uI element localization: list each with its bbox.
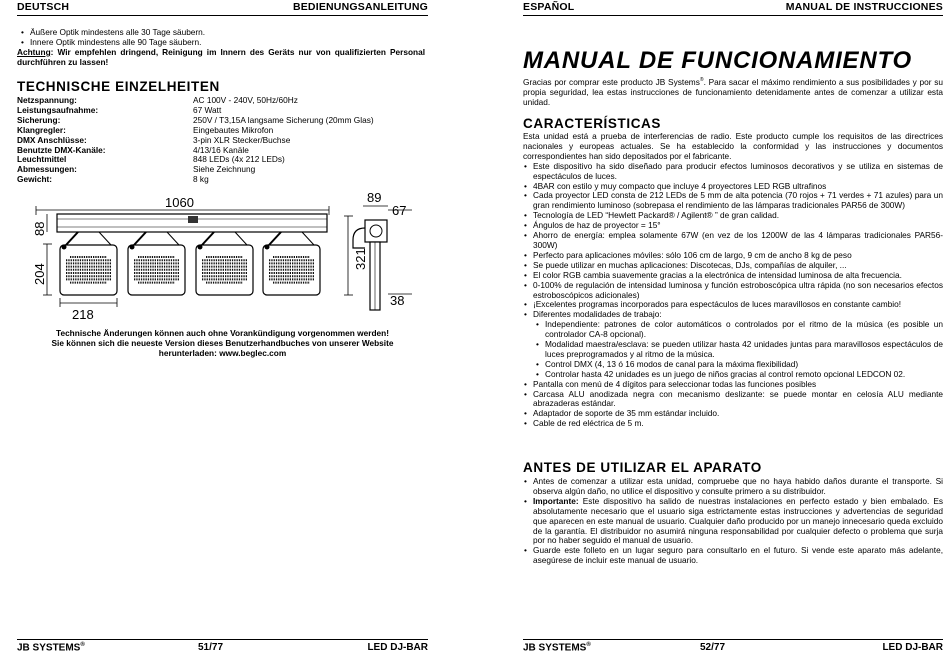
- list-item: • El color RGB cambia suavemente gracias a la electrónica de intensidad luminosa de alta frecuencia.: [523, 271, 943, 281]
- spec-key: Leistungsaufnahme:: [17, 104, 99, 115]
- page-right: [523, 0, 943, 654]
- page-left: [17, 0, 428, 654]
- list-item: • Adaptador de soporte de 35 mm estándar incluido.: [523, 409, 943, 419]
- notice-line: herunterladen: www.beglec.com: [158, 347, 287, 358]
- dim-total-height: 321: [353, 248, 368, 270]
- list-item: • Innere Optik mindestens alle 90 Tage säubern.: [20, 38, 425, 48]
- warning-note: [17, 48, 425, 68]
- dim-lamp-width: 218: [72, 307, 94, 322]
- footer-product: LED DJ-BAR: [367, 642, 428, 653]
- spec-value: 848 LEDs (4x 212 LEDs): [193, 154, 285, 165]
- list-item: • Perfecto para aplicaciones móviles: sólo 106 cm de largo, 9 cm de ancho 8 kg de peso: [523, 251, 943, 261]
- dim-lamp-height: 204: [32, 263, 47, 285]
- dim-side-bar: 67: [392, 203, 407, 218]
- warning-text: : Wir empfehlen dringend, Reinigung im Innern des Geräts nur von qualifizierten Personal durchführen zu lassen!: [17, 46, 425, 67]
- page-header: [17, 0, 428, 16]
- spec-key: Klangregler:: [17, 124, 66, 135]
- cleaning-list: [17, 27, 425, 68]
- list-item: • Ahorro de energía: emplea solamente 67W (en vez de los 1200W de las 4 lámparas tradicionales PAR56-300W): [523, 231, 943, 251]
- spec-key: Leuchtmittel: [17, 154, 67, 165]
- list-item: • Cada proyector LED consta de 212 LEDs de 5 mm de alta potencia (70 rojos + 71 verdes + 71 azules) para un gran rendimiento luminoso (sobrepasa el rendimiento de las lámparas tradicionales PAR56 de 300W): [523, 191, 943, 211]
- list-item: • Controlar hasta 42 unidades es un juego de niños gracias al control remoto opcional LEDCON 02.: [523, 370, 943, 380]
- spec-key: Abmessungen:: [17, 164, 77, 175]
- section-title-features: CARACTERÍSTICAS: [523, 116, 662, 131]
- section-title-before-use: ANTES DE UTILIZAR EL APARATO: [523, 460, 762, 475]
- spec-key: Benutzte DMX-Kanäle:: [17, 144, 106, 155]
- list-item: • Independiente: patrones de color automáticos o controlados por el ritmo de la música (es posible un controlador CA-8 opcional).: [523, 320, 943, 340]
- list-item: • Este dispositivo ha sido diseñado para producir efectos luminosos decorativos y se utiliza en sistemas de espectáculos de luces.: [523, 162, 943, 182]
- list-item: • Äußere Optik mindestens alle 30 Tage säubern.: [20, 28, 425, 38]
- section-title-tech: TECHNISCHE EINZELHEITEN: [17, 79, 220, 94]
- spec-value: 4/13/16 Kanäle: [193, 144, 249, 155]
- warning-label: Achtung: [17, 46, 51, 57]
- before-use-list: [523, 477, 943, 566]
- features-intro: Esta unidad está a prueba de interferencias de radio. Este producto cumple los requisitos de las directrices nacionales y europeas actuales. Se ha establecido la conformidad y las instrucciones y documentos correspondientes han sido depositados por el fabricante.: [523, 131, 943, 161]
- header-language: ESPAÑOL: [523, 1, 575, 13]
- list-item: • Cable de red eléctrica de 5 m.: [523, 419, 943, 429]
- spec-key: Netzspannung:: [17, 95, 77, 105]
- list-item: • Control DMX (4, 13 ó 16 modos de canal para la máxima flexibilidad): [523, 360, 943, 370]
- spec-key: Sicherung:: [17, 114, 61, 125]
- notice-line: Technische Änderungen können auch ohne Vorankündigung vorgenommen werden!: [56, 328, 389, 338]
- list-item: • 4BAR con estilo y muy compacto que incluye 4 proyectores LED RGB ultrafinos: [523, 182, 943, 192]
- list-item: • Carcasa ALU anodizada negra con mecanismo deslizante: se puede montar en celosía ALU mediante abrazaderas estándar.: [523, 390, 943, 410]
- dimension-drawing: [17, 188, 428, 323]
- spec-value: 8 kg: [193, 174, 209, 185]
- notice-line: Sie können sich die neueste Version dieses Benutzerhandbuches von unserer Website: [51, 337, 394, 348]
- intro-paragraph: Gracias por comprar este producto JB Systems®. Para sacar el máximo rendimiento a sus posibilidades y por su propia seguridad, lea estas instrucciones de funcionamiento detenidamente antes de comenzar a utilizar esta unidad.: [523, 76, 943, 107]
- footer-page-number: 52/77: [700, 642, 726, 653]
- spec-row: [17, 175, 374, 185]
- list-item: • Se puede utilizar en muchas aplicaciones: Discotecas, DJs, compañías de alquiler, ...: [523, 261, 943, 271]
- spec-value: 67 Watt: [193, 104, 222, 115]
- list-item: • Modalidad maestra/esclava: se pueden utilizar hasta 42 unidades juntas para maravillosos espectáculos de luces preprogramados y al ritmo de la música.: [523, 340, 943, 360]
- spec-value: 3-pin XLR Stecker/Buchse: [193, 134, 291, 145]
- header-title: MANUAL DE INSTRUCCIONES: [785, 1, 943, 13]
- features-block: [523, 132, 943, 429]
- spec-key: DMX Anschlüsse:: [17, 134, 87, 145]
- page-footer: [17, 639, 428, 654]
- list-item: • Pantalla con menú de 4 dígitos para seleccionar todas las funciones posibles: [523, 380, 943, 390]
- notice-block: [17, 329, 428, 359]
- spec-key: Gewicht:: [17, 174, 53, 185]
- spec-table: [17, 96, 374, 185]
- list-item: • ¡Excelentes programas incorporados para espectáculos de luces maravillosos en constante cambio!: [523, 300, 943, 310]
- header-title: BEDIENUNGSANLEITUNG: [292, 1, 428, 13]
- spec-value: Eingebautes Mikrofon: [193, 124, 274, 135]
- dim-width: 1060: [165, 195, 194, 210]
- spec-value: AC 100V - 240V, 50Hz/60Hz: [193, 95, 298, 105]
- list-item: • Importante: Este dispositivo ha salido de nuestras instalaciones en perfecto estado y bien embalado. Es absolutamente necesario que el usuario siga estrictamente estas instrucciones y advertencias de seguridad que aparecen en este manual de usuario. Cualquier daño producido por un manejo innecesario queda excluido de la garantía. El distribuidor no asumirá ninguna responsabilidad por cualquier defecto o problema que surja por no haber seguido el manual de usuario.: [523, 497, 943, 547]
- footer-page-number: 51/77: [198, 642, 224, 653]
- spec-value: Siehe Zeichnung: [193, 164, 256, 175]
- dim-side-top: 89: [367, 190, 382, 205]
- footer-brand: JB SYSTEMS®: [17, 642, 85, 654]
- footer-brand: JB SYSTEMS®: [523, 642, 591, 654]
- manual-title: MANUAL DE FUNCIONAMIENTO: [523, 47, 912, 74]
- list-item: • 0-100% de regulación de intensidad luminosa y función estroboscópica ultra rápida (no son necesarios efectos estroboscópicos adicionales): [523, 281, 943, 301]
- footer-product: LED DJ-BAR: [882, 642, 943, 653]
- page-header: [523, 0, 943, 16]
- list-item: • Ángulos de haz de proyector = 15°: [523, 221, 943, 231]
- page-footer: [523, 639, 943, 654]
- list-item: • Tecnología de LED “Hewlett Packard® / Agilent® ” de gran calidad.: [523, 211, 943, 221]
- header-language: DEUTSCH: [17, 1, 70, 13]
- spec-value: 250V / T3,15A langsame Sicherung (20mm Glas): [193, 114, 374, 125]
- list-item: • Antes de comenzar a utilizar esta unidad, compruebe que no haya habido daños durante el transporte. Si observa algún daño, no utilice el dispositivo y consulte primero a su distribuidor.: [523, 477, 943, 497]
- dim-side-bottom: 38: [390, 293, 405, 308]
- list-item: • Diferentes modalidades de trabajo:: [523, 310, 943, 320]
- list-item: • Guarde este folleto en un lugar seguro para consultarlo en el futuro. Si vende este aparato más adelante, asegúrese de incluir este manual de usuario.: [523, 546, 943, 566]
- dim-bar-height: 88: [32, 221, 47, 236]
